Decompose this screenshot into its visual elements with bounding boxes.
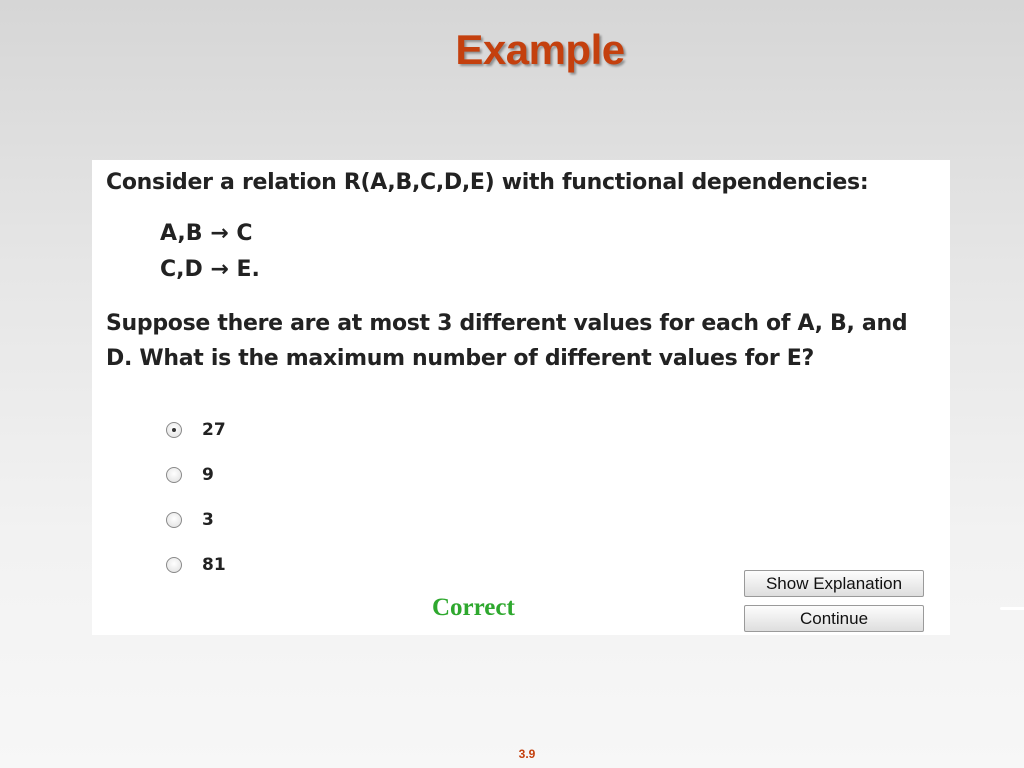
answer-option-3[interactable] [166,509,214,531]
answer-option-1[interactable] [166,419,226,441]
question-text: Suppose there are at most 3 different values for each of A, B, and D. What is the maximum number of different values for E? [106,311,908,371]
radio-button[interactable] [166,557,182,573]
answer-option-label: 81 [202,555,226,575]
functional-dependency-2: C,D → E. [160,257,260,282]
radio-button[interactable] [166,467,182,483]
quiz-panel [92,160,950,635]
feedback-message: Correct [432,594,515,621]
answer-option-2[interactable] [166,464,214,486]
question-intro: Consider a relation R(A,B,C,D,E) with functional dependencies: [106,170,869,195]
decorative-edge-mark [1000,607,1024,610]
show-explanation-button[interactable]: Show Explanation [744,570,924,597]
functional-dependency-1: A,B → C [160,221,253,246]
answer-option-4[interactable] [166,554,226,576]
continue-button[interactable]: Continue [744,605,924,632]
radio-button-selected[interactable] [166,422,182,438]
answer-option-label: 3 [202,510,214,530]
slide-title: Example [455,26,625,73]
answer-option-label: 9 [202,465,214,485]
page-number: 3.9 [518,747,536,761]
answer-option-label: 27 [202,420,226,440]
radio-button[interactable] [166,512,182,528]
